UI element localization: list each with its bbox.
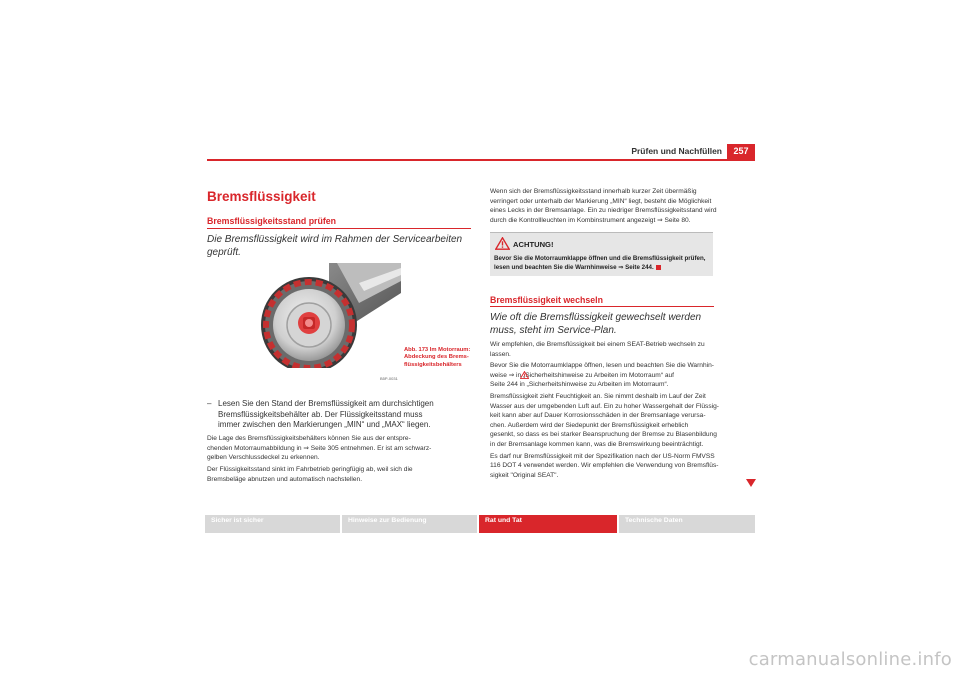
paragraph-line: chen. Außerdem wird der Siedepunkt der Bremsflüssigkeit erheblich (490, 421, 689, 429)
footer-tab-rat-und-tat[interactable]: Rat und Tat (479, 515, 617, 533)
paragraph-leak (490, 187, 756, 225)
paragraph-line-text: weise ⇒ in „Sicherheitshinweise zu Arbeiten im Motorraum“ auf (490, 371, 674, 379)
paragraph-line: chenden Motorraumabbildung in ⇒ Seite 305 entnehmen. Er ist am schwarz- (207, 444, 432, 452)
warning-title: ACHTUNG! (513, 240, 554, 249)
figure-code: B5P-0031 (380, 376, 398, 381)
brake-fluid-cap-illustration (259, 263, 401, 368)
running-header-title: Prüfen und Nachfüllen (631, 146, 722, 156)
end-marker-icon (656, 265, 661, 270)
paragraph-line: Bevor Sie die Motorraumklappe öffnen, lesen und beachten Sie die Warnhin- (490, 362, 714, 370)
header-rule (207, 159, 755, 161)
warning-triangle-icon (495, 237, 510, 250)
intro-text-2: Wie oft die Bremsflüssigkeit gewechselt werden muss, steht im Service-Plan. (490, 312, 702, 336)
bullet-line: Lesen Sie den Stand der Bremsflüssigkeit am durchsichtigen (218, 399, 434, 408)
paragraph-line: Wenn sich der Bremsflüssigkeitsstand innerhalb kurzer Zeit übermäßig (490, 188, 697, 195)
paragraph-line: 116 DOT 4 verwendet werden. Wir empfehlen die Verwendung von Bremsflüs- (490, 462, 719, 470)
paragraph-line: Seite 244 in „Sicherheitshinweise zu Arbeiten im Motorraum“. (490, 381, 669, 389)
warning-box (490, 232, 713, 276)
footer-tab-sicher-ist-sicher[interactable]: Sicher ist sicher (205, 515, 340, 533)
paragraph-line: Es darf nur Bremsflüssigkeit mit der Spezifikation nach der US-Norm FMVSS (490, 452, 715, 460)
figure-caption-line: flüssigkeitsbehälters (404, 361, 462, 368)
paragraph-line (490, 371, 758, 381)
bullet-line: immer zwischen den Markierungen „MIN“ und „MAX“ liegen. (218, 420, 431, 429)
bullet-line: Bremsflüssigkeitsbehälter ab. Der Flüssigkeitsstand muss (218, 409, 423, 419)
paragraph-line: gesenkt, so dass es bei starker Beanspruchung der Bremse zu Blasenbildung (490, 431, 717, 439)
warning-line-text: lesen und beachten Sie die Warnhinweise ⇒ Seite 244. (494, 264, 654, 271)
warning-line (494, 263, 661, 272)
figure-caption (404, 347, 470, 369)
paragraph-level-drop (207, 465, 473, 484)
watermark: carmanualsonline.info (748, 649, 952, 670)
paragraph-line: in der Bremsanlage kommen kann, was die Bremswirkung beeinträchtigt. (490, 440, 704, 448)
figure-caption-line: Abb. 173 Im Motorraum: (404, 347, 471, 353)
paragraph-line: Bremsflüssigkeit zieht Feuchtigkeit an. Sie nimmt deshalb im Lauf der Zeit (490, 392, 706, 400)
footer-tab-technische-daten[interactable]: Technische Daten (619, 515, 755, 533)
subheading-check-level: Bremsflüssigkeitsstand prüfen (207, 216, 337, 226)
paragraph-line: Bremsbeläge abnutzen und automatisch nachstellen. (207, 475, 363, 483)
paragraph-change (490, 340, 758, 480)
paragraph-line: durch die Kontrollleuchten im Kombinstrument angezeigt ⇒ Seite 80. (490, 216, 691, 224)
section-title: Bremsflüssigkeit (207, 189, 316, 204)
paragraph-line: Wir empfehlen, die Bremsflüssigkeit bei einem SEAT-Betrieb wechseln zu (490, 341, 705, 348)
paragraph-line: verringert oder unterhalb der Markierung „MIN“ liegt, besteht die Möglichkeit (490, 197, 712, 205)
figure-caption-line: Abdeckung des Brems- (404, 354, 469, 361)
paragraph-location (207, 434, 473, 463)
paragraph-line: lassen. (490, 350, 511, 358)
page-number: 257 (727, 144, 755, 159)
paragraph-line: gelben Verschlussdeckel zu erkennen. (207, 454, 320, 462)
continue-arrow-icon[interactable] (746, 479, 756, 487)
figure-brake-fluid-cap (259, 263, 401, 368)
paragraph-line: Die Lage des Bremsflüssigkeitsbehälters können Sie aus der entspre- (207, 435, 411, 442)
paragraph-line: eines Lecks in der Bremsanlage. Ein zu niedriger Bremsflüssigkeitsstand wird (490, 207, 717, 215)
intro-text: Die Bremsflüssigkeit wird im Rahmen der Servicearbeiten geprüft. (207, 234, 463, 258)
warning-triangle-icon (520, 371, 529, 379)
paragraph-line: Der Flüssigkeitsstand sinkt im Fahrbetrieb geringfügig ab, weil sich die (207, 466, 413, 473)
subheading-rule (207, 228, 471, 229)
subheading-change-fluid: Bremsflüssigkeit wechseln (490, 295, 603, 305)
footer-tab-hinweise-zur-bedienung[interactable]: Hinweise zur Bedienung (342, 515, 477, 533)
bullet-dash: – (207, 399, 212, 408)
subheading-rule (490, 306, 714, 307)
paragraph-line: sigkeit "Original SEAT". (490, 471, 559, 479)
warning-line: Bevor Sie die Motorraumklappe öffnen und die Bremsflüssigkeit prüfen, (494, 255, 706, 262)
bullet-text (218, 399, 474, 431)
paragraph-line: Wasser aus der umgebenden Luft auf. Ein zu hoher Wassergehalt der Flüssig- (490, 402, 719, 410)
paragraph-line: keit kann aber auf Dauer Korrosionsschäden in der Bremsanlage verursa- (490, 412, 706, 420)
